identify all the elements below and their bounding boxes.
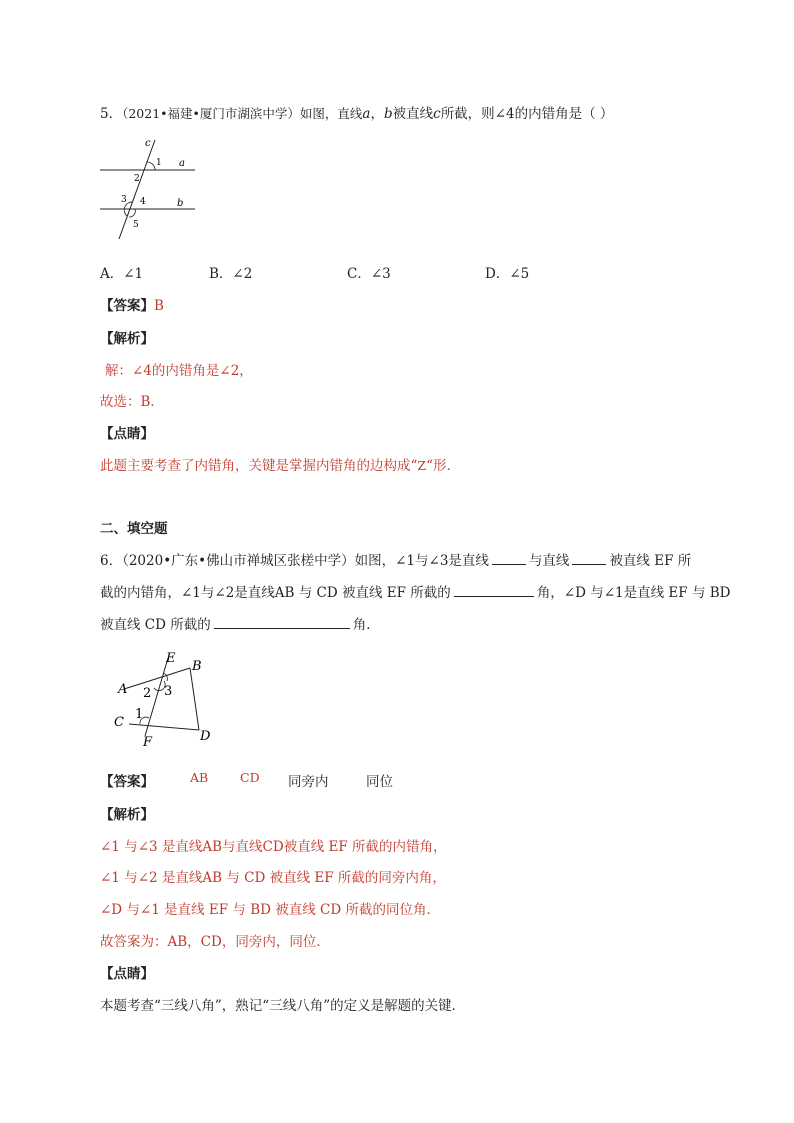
q6-figure <box>110 648 220 752</box>
q6-analysis-line-3: ∠D 与∠1 是直线 EF 与 BD 被直线 CD 所截的同位角． <box>100 902 440 918</box>
q6-answer-1: AB <box>190 770 209 785</box>
q5-answer-tag: 【答案】 <box>100 298 154 314</box>
q6-analysis-line-2: ∠1 与∠2 是直线AB 与 CD 被直线 EF 所截的同旁内角， <box>100 870 446 886</box>
q5-label-2: 2 <box>134 174 140 184</box>
q6-line-2a: 截的内错角，∠1与∠2是直线AB 与 CD 被直线 EF 所截的 <box>100 585 451 601</box>
q5-option-c: C．∠3 <box>347 266 391 282</box>
q5-comment-end: “形． <box>426 458 460 474</box>
q6-label-B: B <box>192 659 202 674</box>
q5-analysis-tag: 【解析】 <box>100 331 154 347</box>
q6-answer-2: CD <box>240 770 260 785</box>
q5-label-5: 5 <box>133 220 139 230</box>
q5-comment-z: Z <box>417 458 427 473</box>
q6-blank-3[interactable] <box>454 595 534 597</box>
q6-label-1: 1 <box>135 707 144 722</box>
q6-answer-tag: 【答案】 <box>100 774 154 790</box>
q6-line-1a: 6．（2020•广东•佛山市禅城区张槎中学）如图，∠1与∠3是直线 <box>100 553 489 569</box>
q6-blank-4[interactable] <box>214 627 350 629</box>
q6-answer-4: 同位 <box>366 774 393 790</box>
q5-line-c: c <box>433 106 441 122</box>
q5-text-end: 所截，则∠4的内错角是（ ） <box>440 106 614 122</box>
q5-line-b: b <box>383 106 393 122</box>
q6-line-1b: 与直线 <box>528 553 570 569</box>
q6-final-answer: 故答案为：AB，CD，同旁内，同位． <box>100 934 330 950</box>
q5-comment-text: 此题主要考查了内错角，关键是掌握内错角的边构成“ <box>100 458 418 474</box>
q5-stem <box>100 102 613 122</box>
q6-comment: 本题考查“三线八角”，熟记“三线八角”的定义是解题的关键． <box>100 998 466 1014</box>
q5-label-c: c <box>145 138 151 149</box>
q6-line-1c: 被直线 EF 所 <box>609 553 692 569</box>
q5-text: 被直线 <box>392 106 434 122</box>
q5-label-a: a <box>179 158 185 169</box>
q6-line-3a: 被直线 CD 所截的 <box>100 617 211 633</box>
q6-analysis-line-1: ∠1 与∠3 是直线AB与直线CD被直线 EF 所截的内错角， <box>100 839 447 855</box>
q5-line-a: a <box>362 106 371 122</box>
q6-line-2 <box>100 581 730 601</box>
q5-figure <box>95 132 205 242</box>
q6-line-1 <box>100 549 691 569</box>
q6-label-3: 3 <box>164 684 173 699</box>
q5-label-1: 1 <box>156 158 162 168</box>
q5-source: （2021•福建•厦门市湖滨中学）如图，直线 <box>122 106 363 121</box>
q5-option-a: A．∠1 <box>100 266 144 282</box>
q6-label-F: F <box>143 735 153 750</box>
q5-option-d: D．∠5 <box>485 266 530 282</box>
q6-analysis-tag: 【解析】 <box>100 807 154 823</box>
q6-line-2b: 角，∠D 与∠1是直线 EF 与 BD <box>536 585 731 601</box>
q6-label-C: C <box>114 715 124 730</box>
q5-label-3: 3 <box>121 195 127 205</box>
q6-label-2: 2 <box>143 686 152 701</box>
q5-number: 5． <box>100 106 123 122</box>
q6-label-D: D <box>200 729 211 744</box>
q6-label-E: E <box>166 651 176 666</box>
section-title: 二、填空题 <box>100 521 168 537</box>
q5-answer <box>100 294 164 314</box>
q6-answer-3: 同旁内 <box>288 774 329 790</box>
q5-option-b: B．∠2 <box>209 266 253 282</box>
q5-label-4: 4 <box>140 197 146 207</box>
q6-comment-tag: 【点睛】 <box>100 966 154 982</box>
q5-analysis-line-1: 解：∠4的内错角是∠2， <box>105 363 253 379</box>
q5-label-b: b <box>177 198 184 209</box>
q6-line-3b: 角． <box>352 617 380 633</box>
q6-label-A: A <box>118 682 128 697</box>
q5-comment-tag: 【点睛】 <box>100 426 154 442</box>
q5-comment <box>100 454 460 474</box>
q5-answer-value: B <box>154 298 164 314</box>
q5-analysis-line-2: 故选：B． <box>100 394 164 410</box>
q6-blank-2[interactable] <box>572 563 606 565</box>
q6-blank-1[interactable] <box>492 563 526 565</box>
q6-line-3 <box>100 613 380 633</box>
q5-comma: ， <box>370 106 384 122</box>
